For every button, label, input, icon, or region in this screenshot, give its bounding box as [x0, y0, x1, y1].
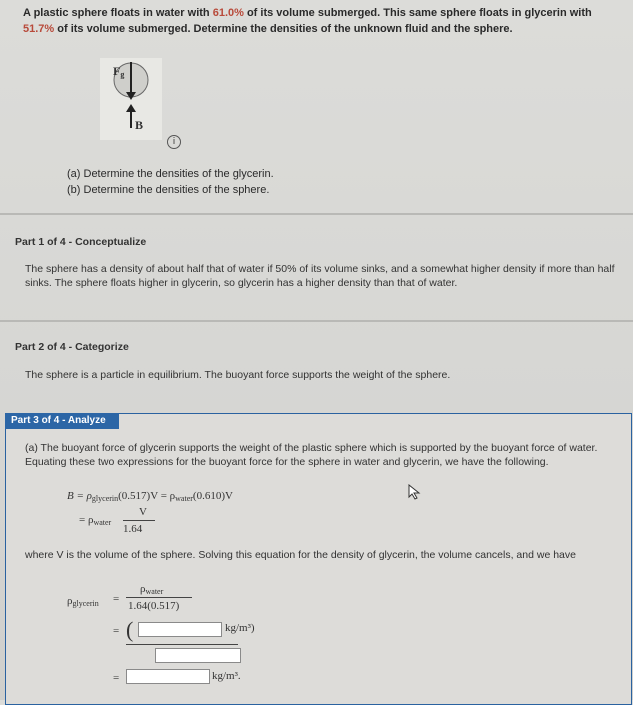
- sphere-force-diagram-icon: [100, 58, 162, 140]
- glycerin-percent: 51.7%: [23, 23, 55, 35]
- equation-simplified: = $\rho_{water}$: [79, 514, 112, 527]
- fraction-denominator: 1.64: [123, 523, 143, 535]
- part1-title: Part 1 of 4 - Conceptualize: [15, 236, 147, 248]
- fraction-bar: [126, 644, 238, 645]
- unit-label-1: kg/m³): [225, 622, 255, 634]
- water-percent: 61.0%: [212, 7, 244, 19]
- part3-intro: (a) The buoyant force of glycerin supports the weight of the plastic sphere which is supported by the buoyant force of water. Equating these two expressions for the buoyant force for the sphere in water and glycerin, we have the following.: [25, 442, 598, 468]
- question-b: (b) Determine the densities of the sphere.: [67, 184, 270, 196]
- fraction-denominator-2: 1.64(0.517): [128, 600, 180, 612]
- part2-body: The sphere is a particle in equilibrium. The buoyant force supports the weight of the sphere.: [25, 369, 451, 381]
- gravity-force-label: $F_g$: [113, 64, 125, 79]
- equals-sign: =: [113, 593, 120, 605]
- part1-body: The sphere has a density of about half that of water if 50% of its volume sinks, and a somewhat higher density if more than half sinks. The sphere floats higher in glycerin, so glycerin has a higher density than that of water.: [25, 263, 615, 289]
- problem-text-a: A plastic sphere floats in water with: [23, 7, 213, 19]
- question-a: (a) Determine the densities of the glycerin.: [67, 168, 274, 180]
- water-density-input[interactable]: [138, 622, 222, 637]
- glycerin-density-answer-input[interactable]: [126, 669, 210, 684]
- equals-sign: =: [113, 625, 120, 637]
- part3-title: Part 3 of 4 - Analyze: [5, 413, 119, 429]
- open-paren: (: [126, 617, 134, 642]
- rho-water-numerator: $\rho_{water}$: [140, 583, 164, 596]
- equation-buoyant-force: $B = \rho_{glycerin}(0.517)V = \rho_{water}(0.610)V$: [67, 490, 233, 503]
- fraction-bar: [123, 520, 155, 521]
- denominator-input[interactable]: [155, 648, 241, 663]
- info-icon[interactable]: i: [167, 135, 181, 149]
- section-divider: [0, 320, 633, 322]
- fraction-numerator: V: [139, 506, 147, 518]
- problem-text-b: of its volume submerged. This same sphere floats in glycerin with: [243, 7, 592, 19]
- problem-statement: [23, 5, 613, 37]
- where-text: where V is the volume of the sphere. Solving this equation for the density of glycerin, the volume cancels, and we have: [25, 549, 576, 561]
- question-list: [67, 166, 274, 198]
- problem-text-c: of its volume submerged. Determine the densities of the unknown fluid and the sphere.: [54, 23, 513, 35]
- buoyant-force-label: B: [135, 118, 144, 132]
- section-divider: [0, 213, 633, 215]
- unit-label-2: kg/m³.: [212, 670, 241, 682]
- equals-sign: =: [113, 672, 120, 684]
- fraction-bar: [126, 597, 192, 598]
- part2-title: Part 2 of 4 - Categorize: [15, 341, 129, 353]
- mouse-cursor-icon: [408, 484, 422, 500]
- free-body-diagram: [100, 58, 162, 140]
- rho-glycerin-label: $\rho_{glycerin}$: [67, 595, 99, 608]
